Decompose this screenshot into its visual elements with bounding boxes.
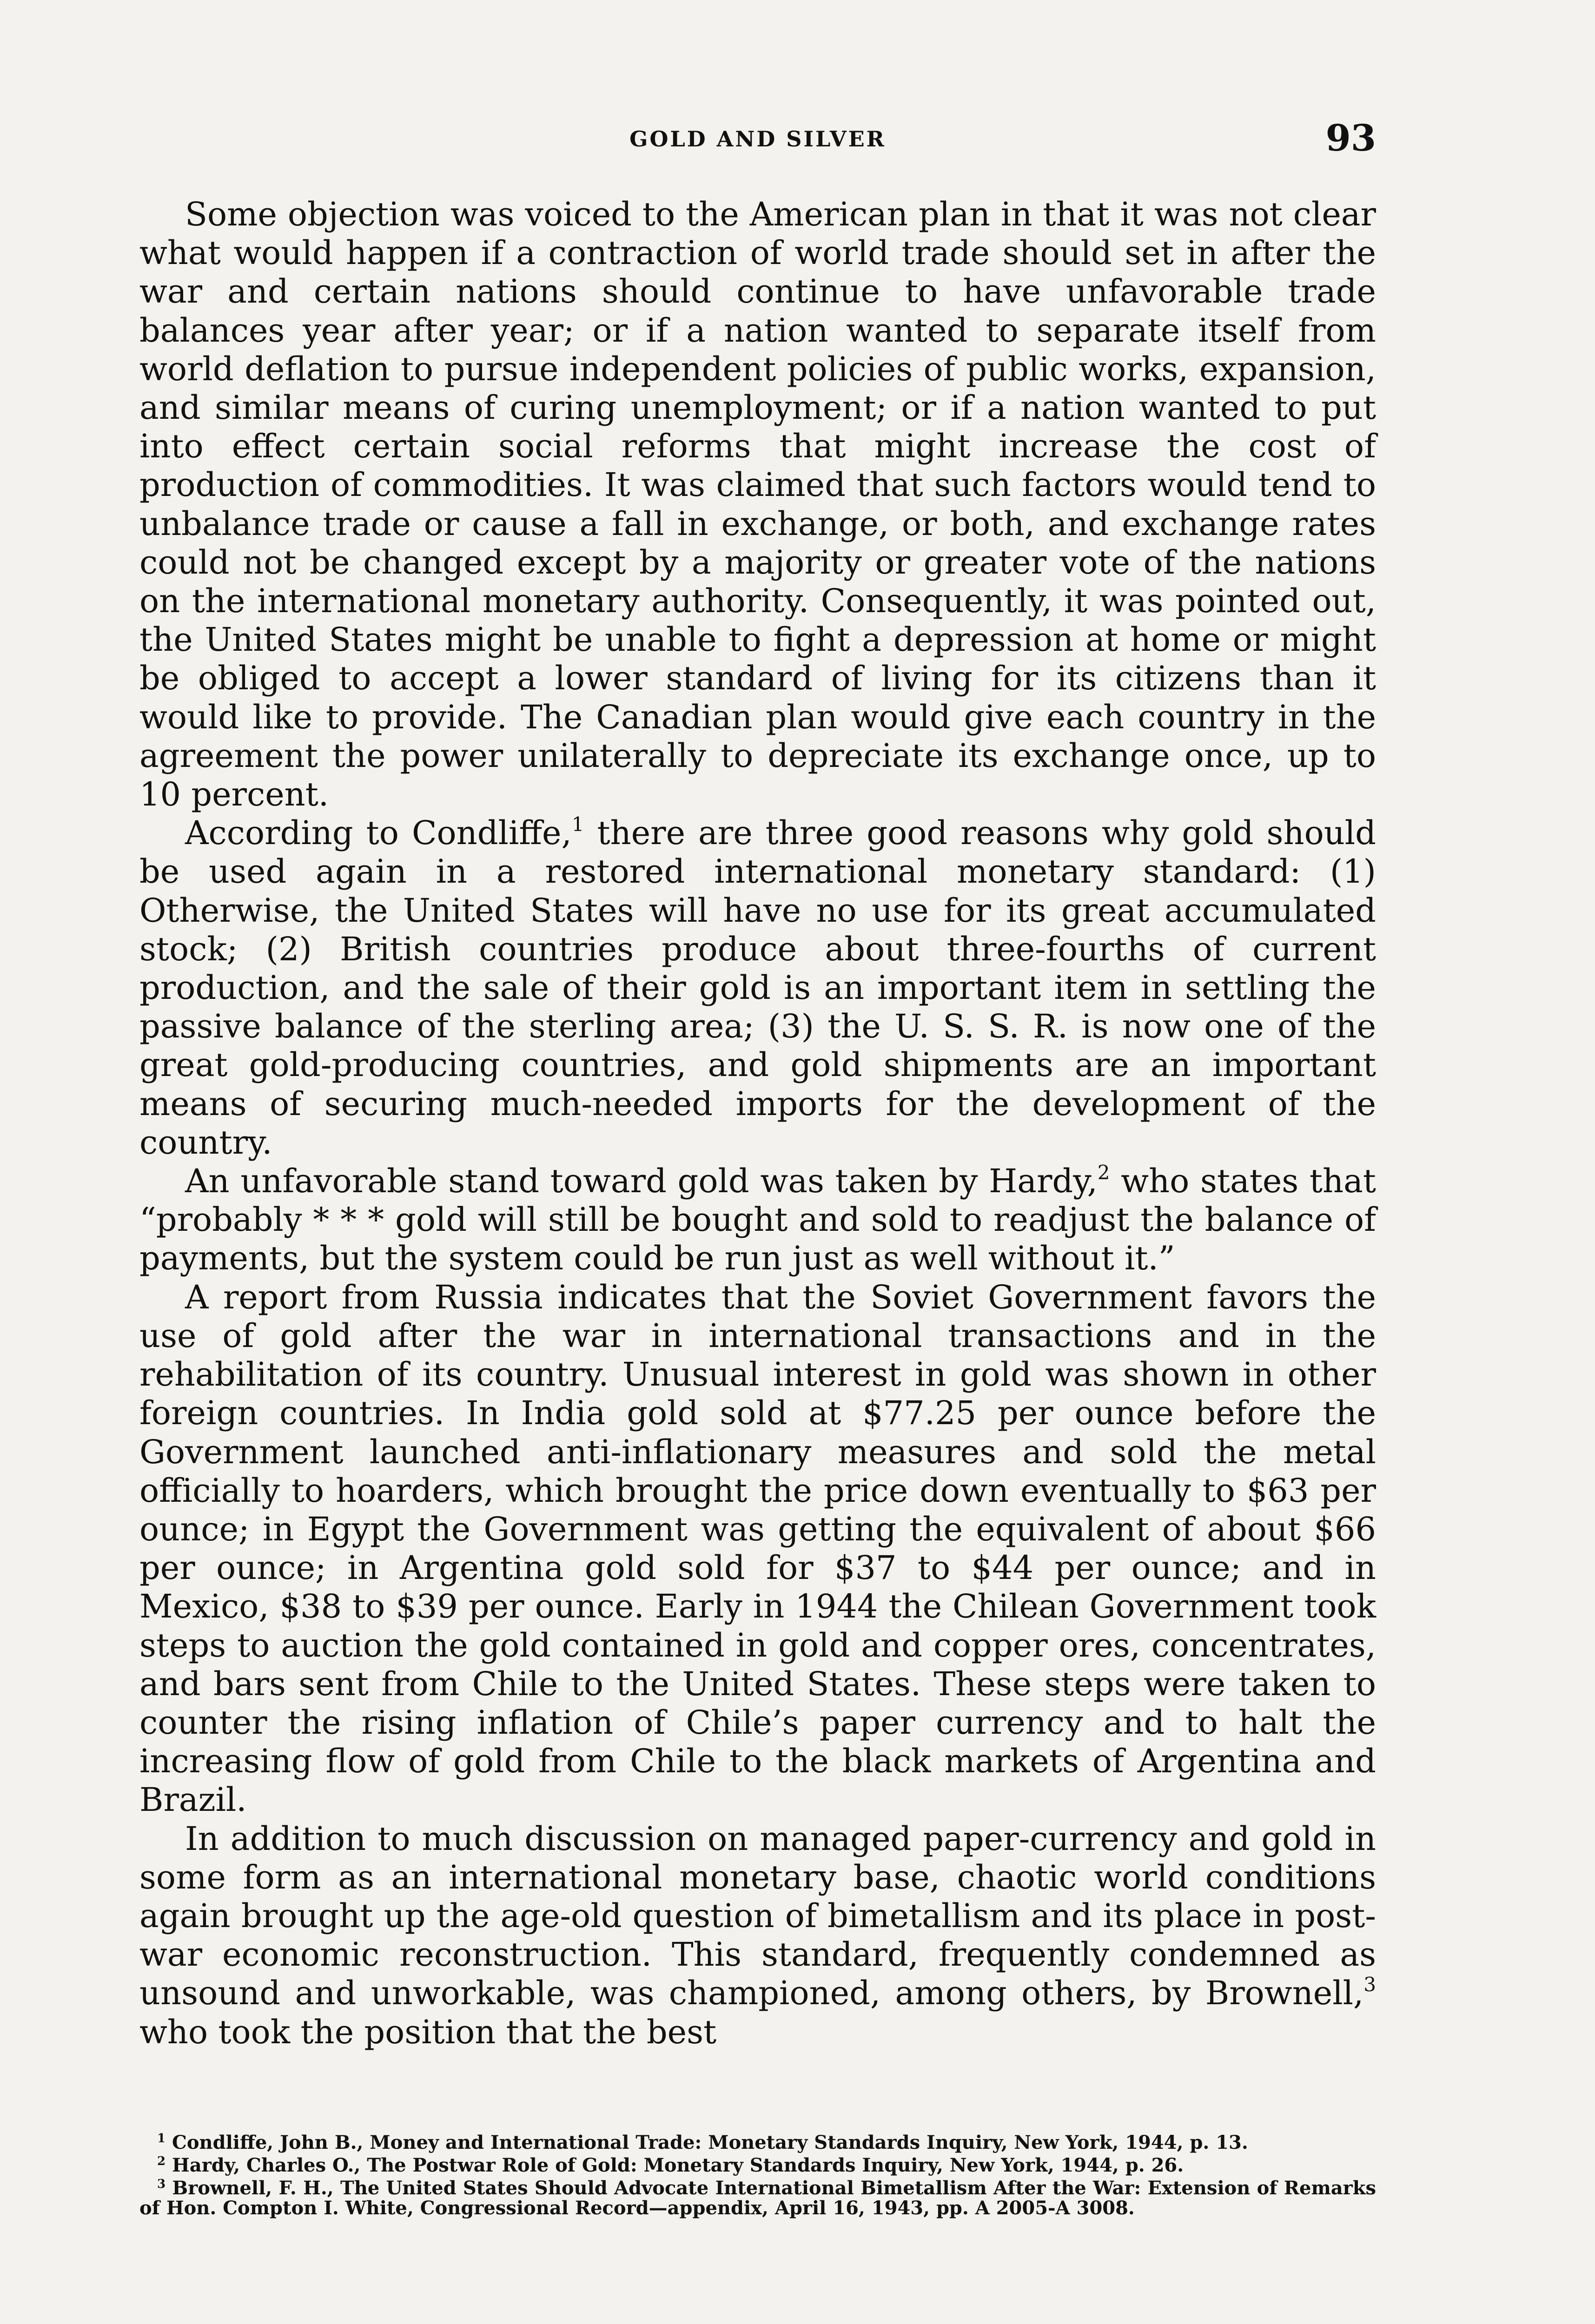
paragraph-text: Some objection was voiced to the American plan in that it was not clear what would happen if a contraction of world trade should set in after the war and certain nations should continue to have unfavorable trade balances year after year; or if a nation wanted to separate itself from world deflation to pursue independent policies of public works, expansion, and similar means of curing unemployment; or if a nation wanted to put into effect certain social reforms that might increase the cost of production of commodities. It was claimed that such factors would tend to unbalance trade or cause a fall in exchange, or both, and exchange rates could not be changed except by a majority or greater vote of the nations on the international monetary authority. Consequently, it was pointed out, the United States might be unable to fight a depression at home or might be obliged to accept a lower standard of living for its citizens than it would like to provide. The Canadian plan would give each country in the agreement the power unilaterally to depreciate its exchange once, up to 10 percent. [139,195,1376,814]
footnote-text: Hardy, Charles O., The Postwar Role of Gold: Monetary Standards Inquiry, New York, 1944, p. 26. [172,2154,1184,2176]
paragraph-text: In addition to much discussion on managed paper-currency and gold in some form as an international monetary base, chaotic world conditions again brought up the age-old question of bimetallism and its place in post-war economic reconstruction. This standard, frequently condemned as unsound and unworkable, was championed, among others, by Brownell, [139,1819,1376,2013]
footnote-reference: 1 [571,813,584,836]
paragraph-text: who states that “probably * * * gold will still be bought and sold to readjust the balance of payments, but the system could be run just as well without it.” [139,1162,1376,1278]
paragraph-text: An unfavorable stand toward gold was taken by Hardy, [185,1162,1098,1201]
paragraph-hardy [139,1162,1376,1278]
running-head [139,117,1376,159]
paragraph-text: there are three good reasons why gold should be used again in a restored international monetary standard: (1) Otherwise, the United States will have no use for its great accumulated stock; (2) British countries produce about three-fourths of current production, and the sale of their gold is an important item in settling the passive balance of the sterling area; (3) the U. S. S. R. is now one of the great gold-producing countries, and gold shipments are an important means of securing much-needed imports for the development of the country. [139,814,1376,1162]
footnote-text: Brownell, F. H., The United States Should Advocate International Bimetallism After the War: Extension of Remarks of Hon. Compton I. White, Congressional Record—appendix, April 16, 1943, pp. A 2005-A 3008. [139,2177,1376,2219]
paragraph-bimetallism [139,1820,1376,2052]
footnote-marker: 3 [157,2177,166,2191]
footnote-reference: 2 [1097,1161,1110,1184]
footnote [139,2178,1376,2218]
paragraph-condliffe [139,814,1376,1162]
running-title: GOLD AND SILVER [629,126,886,152]
footnotes [139,2133,1376,2221]
paragraph-russia [139,1278,1376,1820]
paragraph-text: A report from Russia indicates that the Soviet Government favors the use of gold after the war in international transactions and in the rehabilitation of its country. Unusual interest in gold was shown in other foreign countries. In India gold sold at $77.25 per ounce before the Government launched anti-inflationary measures and sold the metal officially to hoarders, which brought the price down eventually to $63 per ounce; in Egypt the Government was getting the equivalent of about $66 per ounce; in Argentina gold sold for $37 to $44 per ounce; and in Mexico, $38 to $39 per ounce. Early in 1944 the Chilean Government took steps to auction the gold contained in gold and copper ores, concentrates, and bars sent from Chile to the United States. These steps were taken to counter the rising inflation of Chile’s paper currency and to halt the increasing flow of gold from Chile to the black markets of Argentina and Brazil. [139,1278,1376,1819]
paragraph-objection [139,195,1376,814]
footnote-text: Condliffe, John B., Money and International Trade: Monetary Standards Inquiry, New York, 1944, p. 13. [172,2132,1248,2153]
footnote-marker: 1 [157,2132,166,2146]
footnote [139,2155,1376,2175]
footnote-marker: 2 [157,2154,166,2168]
body-text [139,195,1376,2052]
page-number: 93 [1325,117,1376,159]
footnote [139,2133,1376,2152]
paragraph-text: who took the position that the best [139,2013,717,2051]
footnote-reference: 3 [1363,1973,1376,1996]
paragraph-text: According to Condliffe, [185,814,572,852]
